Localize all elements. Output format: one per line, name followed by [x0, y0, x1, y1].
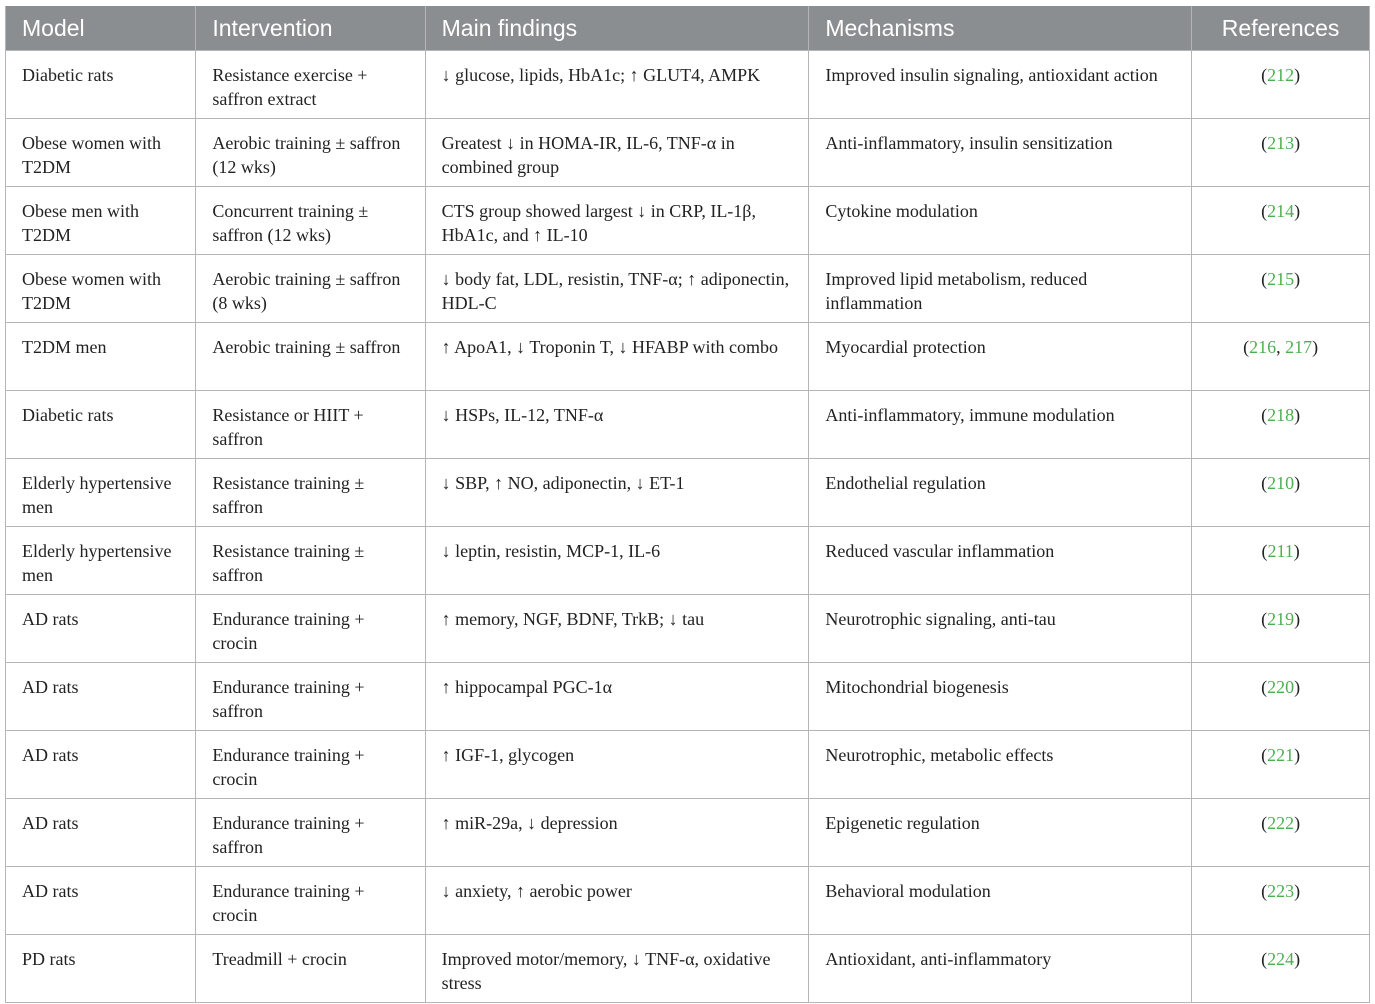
- mechanisms-cell: Antioxidant, anti-inflammatory: [809, 935, 1192, 1003]
- reference-link[interactable]: 223: [1267, 881, 1295, 901]
- model-cell: Elderly hypertensive men: [6, 527, 196, 595]
- intervention-cell: Endurance training + crocin: [196, 595, 425, 663]
- intervention-cell: Resistance or HIIT + saffron: [196, 391, 425, 459]
- reference-link[interactable]: 210: [1267, 473, 1295, 493]
- model-cell: Elderly hypertensive men: [6, 459, 196, 527]
- reference-link[interactable]: 220: [1267, 677, 1295, 697]
- references-cell: (224): [1192, 935, 1370, 1003]
- references-cell: (215): [1192, 255, 1370, 323]
- reference-link[interactable]: 218: [1267, 405, 1295, 425]
- references-cell: (211): [1192, 527, 1370, 595]
- header-row: [6, 6, 1370, 51]
- table-row: [6, 663, 1370, 731]
- model-cell: PD rats: [6, 935, 196, 1003]
- model-cell: Obese men with T2DM: [6, 187, 196, 255]
- header-references: References: [1192, 6, 1370, 51]
- intervention-cell: Resistance training ± saffron: [196, 527, 425, 595]
- intervention-cell: Aerobic training ± saffron (8 wks): [196, 255, 425, 323]
- mechanisms-cell: Myocardial protection: [809, 323, 1192, 391]
- mechanisms-cell: Endothelial regulation: [809, 459, 1192, 527]
- model-cell: AD rats: [6, 731, 196, 799]
- table-row: [6, 799, 1370, 867]
- mechanisms-cell: Reduced vascular inflammation: [809, 527, 1192, 595]
- table-row: [6, 187, 1370, 255]
- mechanisms-cell: Improved lipid metabolism, reduced inflammation: [809, 255, 1192, 323]
- table-row: [6, 935, 1370, 1003]
- header-model: Model: [6, 6, 196, 51]
- table-row: [6, 391, 1370, 459]
- header-intervention: Intervention: [196, 6, 425, 51]
- intervention-cell: Aerobic training ± saffron: [196, 323, 425, 391]
- table-row: [6, 459, 1370, 527]
- references-cell: (213): [1192, 119, 1370, 187]
- header-mechanisms: Mechanisms: [809, 6, 1192, 51]
- reference-link[interactable]: 217: [1285, 337, 1313, 357]
- model-cell: AD rats: [6, 595, 196, 663]
- mechanisms-cell: Mitochondrial biogenesis: [809, 663, 1192, 731]
- references-cell: (222): [1192, 799, 1370, 867]
- mechanisms-cell: Neurotrophic, metabolic effects: [809, 731, 1192, 799]
- mechanisms-cell: Improved insulin signaling, antioxidant action: [809, 51, 1192, 119]
- table-row: [6, 867, 1370, 935]
- findings-cell: ↓ body fat, LDL, resistin, TNF-α; ↑ adiponectin, HDL-C: [425, 255, 809, 323]
- findings-cell: ↑ miR-29a, ↓ depression: [425, 799, 809, 867]
- references-cell: (218): [1192, 391, 1370, 459]
- model-cell: AD rats: [6, 663, 196, 731]
- findings-cell: ↓ SBP, ↑ NO, adiponectin, ↓ ET-1: [425, 459, 809, 527]
- mechanisms-cell: Epigenetic regulation: [809, 799, 1192, 867]
- intervention-cell: Endurance training + saffron: [196, 663, 425, 731]
- findings-cell: ↑ memory, NGF, BDNF, TrkB; ↓ tau: [425, 595, 809, 663]
- reference-link[interactable]: 212: [1267, 65, 1295, 85]
- reference-link[interactable]: 213: [1267, 133, 1295, 153]
- reference-link[interactable]: 214: [1267, 201, 1295, 221]
- mechanisms-cell: Neurotrophic signaling, anti-tau: [809, 595, 1192, 663]
- intervention-cell: Aerobic training ± saffron (12 wks): [196, 119, 425, 187]
- table-row: [6, 51, 1370, 119]
- references-cell: (221): [1192, 731, 1370, 799]
- table-row: [6, 119, 1370, 187]
- references-cell: (216, 217): [1192, 323, 1370, 391]
- references-cell: (219): [1192, 595, 1370, 663]
- table-row: [6, 595, 1370, 663]
- mechanisms-cell: Cytokine modulation: [809, 187, 1192, 255]
- intervention-cell: Endurance training + crocin: [196, 731, 425, 799]
- findings-cell: ↓ leptin, resistin, MCP-1, IL-6: [425, 527, 809, 595]
- findings-cell: Greatest ↓ in HOMA-IR, IL-6, TNF-α in combined group: [425, 119, 809, 187]
- reference-link[interactable]: 216: [1249, 337, 1277, 357]
- reference-link[interactable]: 211: [1267, 541, 1294, 561]
- intervention-cell: Resistance exercise + saffron extract: [196, 51, 425, 119]
- intervention-cell: Treadmill + crocin: [196, 935, 425, 1003]
- findings-cell: ↑ hippocampal PGC-1α: [425, 663, 809, 731]
- model-cell: Obese women with T2DM: [6, 255, 196, 323]
- mechanisms-cell: Anti-inflammatory, immune modulation: [809, 391, 1192, 459]
- table-row: [6, 323, 1370, 391]
- reference-link[interactable]: 224: [1267, 949, 1295, 969]
- model-cell: T2DM men: [6, 323, 196, 391]
- intervention-cell: Endurance training + saffron: [196, 799, 425, 867]
- mechanisms-cell: Anti-inflammatory, insulin sensitization: [809, 119, 1192, 187]
- findings-cell: ↑ IGF-1, glycogen: [425, 731, 809, 799]
- references-cell: (220): [1192, 663, 1370, 731]
- intervention-cell: Concurrent training ± saffron (12 wks): [196, 187, 425, 255]
- findings-cell: ↓ glucose, lipids, HbA1c; ↑ GLUT4, AMPK: [425, 51, 809, 119]
- reference-link[interactable]: 215: [1267, 269, 1295, 289]
- findings-cell: ↑ ApoA1, ↓ Troponin T, ↓ HFABP with combo: [425, 323, 809, 391]
- model-cell: AD rats: [6, 799, 196, 867]
- references-cell: (223): [1192, 867, 1370, 935]
- table-row: [6, 527, 1370, 595]
- reference-link[interactable]: 221: [1267, 745, 1295, 765]
- intervention-cell: Resistance training ± saffron: [196, 459, 425, 527]
- model-cell: Obese women with T2DM: [6, 119, 196, 187]
- model-cell: AD rats: [6, 867, 196, 935]
- intervention-cell: Endurance training + crocin: [196, 867, 425, 935]
- findings-cell: ↓ anxiety, ↑ aerobic power: [425, 867, 809, 935]
- findings-cell: CTS group showed largest ↓ in CRP, IL-1β, HbA1c, and ↑ IL-10: [425, 187, 809, 255]
- reference-link[interactable]: 219: [1267, 609, 1295, 629]
- model-cell: Diabetic rats: [6, 51, 196, 119]
- references-cell: (210): [1192, 459, 1370, 527]
- model-cell: Diabetic rats: [6, 391, 196, 459]
- mechanisms-cell: Behavioral modulation: [809, 867, 1192, 935]
- references-cell: (212): [1192, 51, 1370, 119]
- findings-cell: ↓ HSPs, IL-12, TNF-α: [425, 391, 809, 459]
- references-cell: (214): [1192, 187, 1370, 255]
- table-row: [6, 731, 1370, 799]
- findings-table: [5, 6, 1370, 1003]
- header-main-findings: Main findings: [425, 6, 809, 51]
- findings-cell: Improved motor/memory, ↓ TNF-α, oxidative stress: [425, 935, 809, 1003]
- reference-link[interactable]: 222: [1267, 813, 1295, 833]
- table-row: [6, 255, 1370, 323]
